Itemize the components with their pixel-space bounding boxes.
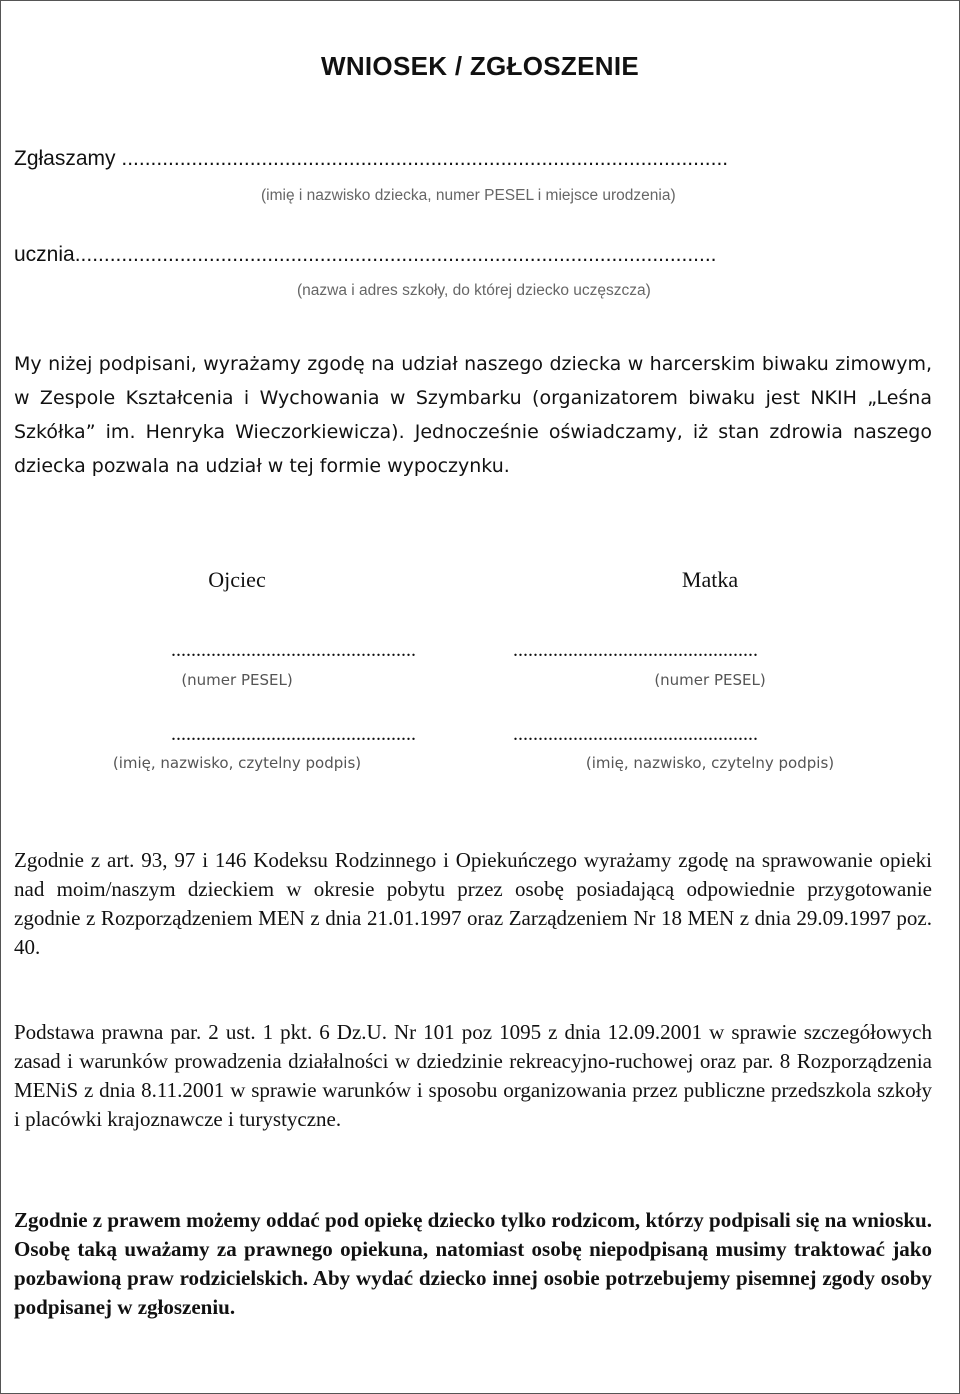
form-title: WNIOSEK / ZGŁOSZENIE [320,51,639,81]
father-pesel-hint: (numer PESEL) [181,671,293,689]
consent-paragraph: My niżej podpisani, wyrażamy zgodę na udział naszego dziecka w harcerskim biwaku zimowym, w Zespole Kształcenia i Wychowania w Szymbarku (organizatorem biwaku jest NKIH „Leśna Szkółka” im. Henryka Wieczorkiewicza). Jednocześnie oświadczamy, iż stan zdrowia naszego dziecka pozwala na udział w tej formie wypoczynku. [14,353,932,477]
father-signature-hint: (imię, nazwisko, czytelny podpis) [112,754,362,772]
father-pesel-field[interactable]: ................................................. [171,639,416,661]
care-consent-paragraph: Zgodnie z art. 93, 97 i 146 Kodeksu Rodzinnego i Opiekuńczego wyrażamy zgodę na sprawowanie opieki nad moim/naszym dzieckiem w okresie pobytu przez osobę posiadającą odpowiednie przygotowanie zgodnie z Rozporządzeniem MEN z dnia 21.01.1997 oraz Zarządzeniem Nr 18 MEN z dnia 29.09.1997 poz. 40. [14,848,932,959]
child-name-field[interactable]: Zgłaszamy ........................................................................................................ [14,147,729,170]
father-label: Ojciec [208,567,266,592]
guardian-notice-paragraph: Zgodnie z prawem możemy oddać pod opiekę dziecko tylko rodzicom, którzy podpisali się na wniosku. Osobę taką uważamy za prawnego opiekuna, natomiast osobę niepodpisaną musimy traktować jako pozbawioną praw rodzicielskich. Aby wydać dziecko innej osobie potrzebujemy pisemnej zgody osoby podpisanej w zgłoszeniu. [14,1208,932,1319]
mother-signature-field[interactable]: ................................................. [513,723,758,745]
father-signature-field[interactable]: ................................................. [171,723,416,745]
school-field[interactable]: ucznia.............................................................................................................. [14,243,717,266]
mother-label: Matka [681,567,739,592]
mother-signature-hint: (imię, nazwisko, czytelny podpis) [585,754,835,772]
child-name-hint: (imię i nazwisko dziecka, numer PESEL i miejsce urodzenia) [261,187,676,204]
legal-basis-paragraph: Podstawa prawna par. 2 ust. 1 pkt. 6 Dz.U. Nr 101 poz 1095 z dnia 12.09.2001 w sprawie szczegółowych zasad i warunków prowadzenia działalności w dziedzinie rekreacyjno-ruchowej oraz par. 8 Rozporządzenia MENiS z dnia 8.11.2001 w sprawie warunków i sposobu organizowania przez publiczne przedszkola szkoły i placówki krajoznawcze i turystyczne. [14,1020,932,1131]
mother-pesel-hint: (numer PESEL) [654,671,766,689]
school-hint: (nazwa i adres szkoły, do której dziecko uczęszcza) [297,282,651,299]
mother-pesel-field[interactable]: ................................................. [513,639,758,661]
